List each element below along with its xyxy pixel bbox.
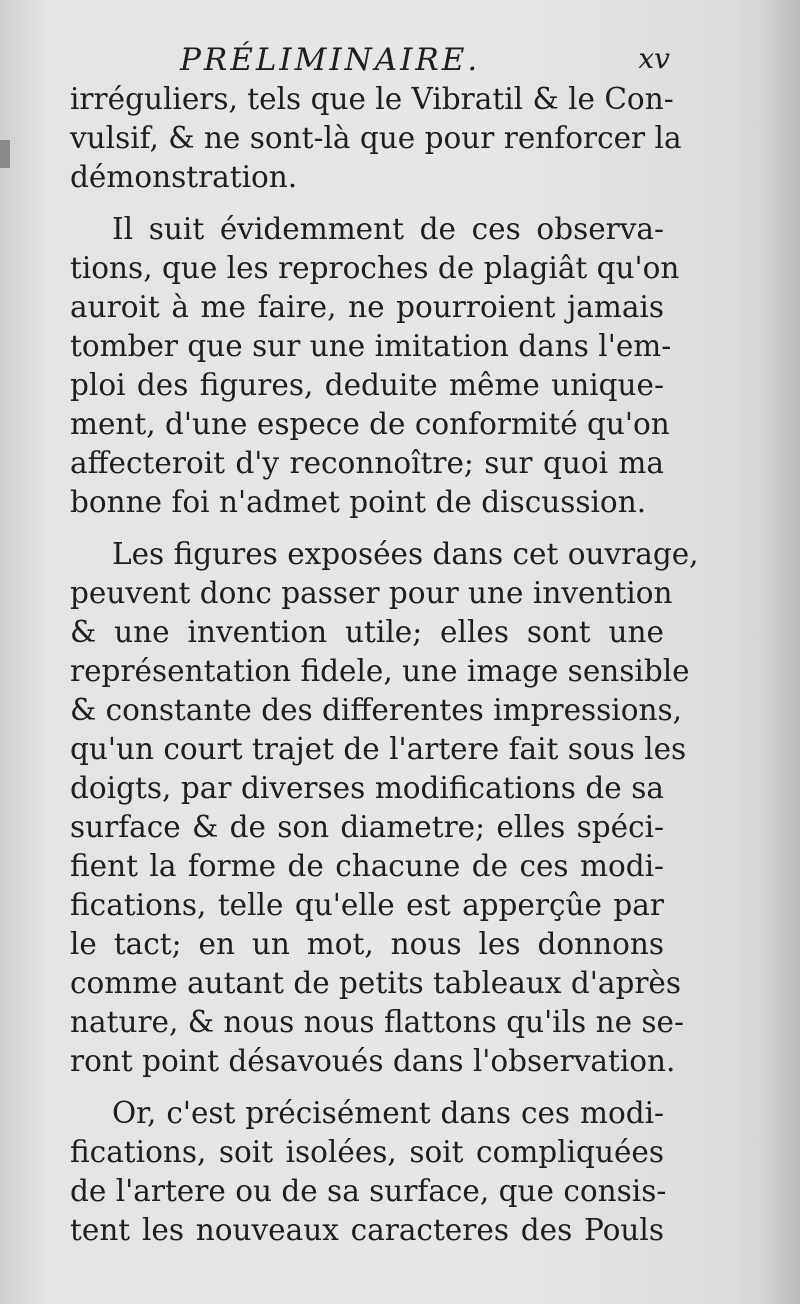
text-line: de l'artere ou de sa surface, que consis- (70, 1174, 667, 1208)
text-line: représentation fidele, une image sensible (70, 654, 690, 688)
text-line: tent les nouveaux caracteres des Pouls (70, 1213, 664, 1247)
text-line: doigts, par diverses modifications de sa (70, 771, 664, 805)
text-line: affecteroit d'y reconnoître; sur quoi ma (70, 446, 664, 480)
running-title: PRÉLIMINAIRE. (180, 42, 481, 78)
text-line: Or, c'est précisément dans ces modi- (112, 1096, 664, 1130)
text-line: irréguliers, tels que le Vibratil & le Con- (70, 82, 674, 116)
paragraph-gap (70, 197, 664, 210)
text-line: qu'un court trajet de l'artere fait sous les (70, 732, 687, 766)
text-line: surface & de son diametre; elles spéci- (70, 810, 664, 844)
text-line: fications, soit isolées, soit compliquées (70, 1135, 664, 1169)
running-head (180, 42, 670, 82)
text-line: auroit à me faire, ne pourroient jamais (70, 290, 664, 324)
page-shadow (762, 0, 800, 1304)
text-line: vulsif, & ne sont-là que pour renforcer la (70, 121, 682, 155)
text-line: fient la forme de chacune de ces modi- (70, 849, 664, 883)
body-text (70, 80, 699, 1250)
text-line: ploi des figures, deduite même unique- (70, 368, 664, 402)
text-line: peuvent donc passer pour une invention (70, 576, 673, 610)
text-line: tomber que sur une imitation dans l'em- (70, 329, 672, 363)
text-line: bonne foi n'admet point de discussion. (70, 485, 647, 519)
text-line: tions, que les reproches de plagiât qu'on (70, 251, 680, 285)
text-line: ment, d'une espece de conformité qu'on (70, 407, 670, 441)
text-line: nature, & nous nous flattons qu'ils ne se- (70, 1005, 684, 1039)
text-line: comme autant de petits tableaux d'après (70, 966, 682, 1000)
text-line: Les figures exposées dans cet ouvrage, (112, 537, 699, 571)
paragraph-gap (70, 522, 664, 535)
text-line: le tact; en un mot, nous les donnons (70, 927, 664, 961)
text-line: ront point désavoués dans l'observation. (70, 1044, 676, 1078)
gutter-mark (0, 140, 10, 168)
text-line: démonstration. (70, 160, 298, 194)
page-number: xv (638, 42, 670, 75)
text-line: Il suit évidemment de ces observa- (112, 212, 664, 246)
paragraph-gap (70, 1081, 664, 1094)
text-line: & une invention utile; elles sont une (70, 615, 664, 649)
text-line: & constante des differentes impressions, (70, 693, 683, 727)
text-line: fications, telle qu'elle est apperçûe par (70, 888, 664, 922)
